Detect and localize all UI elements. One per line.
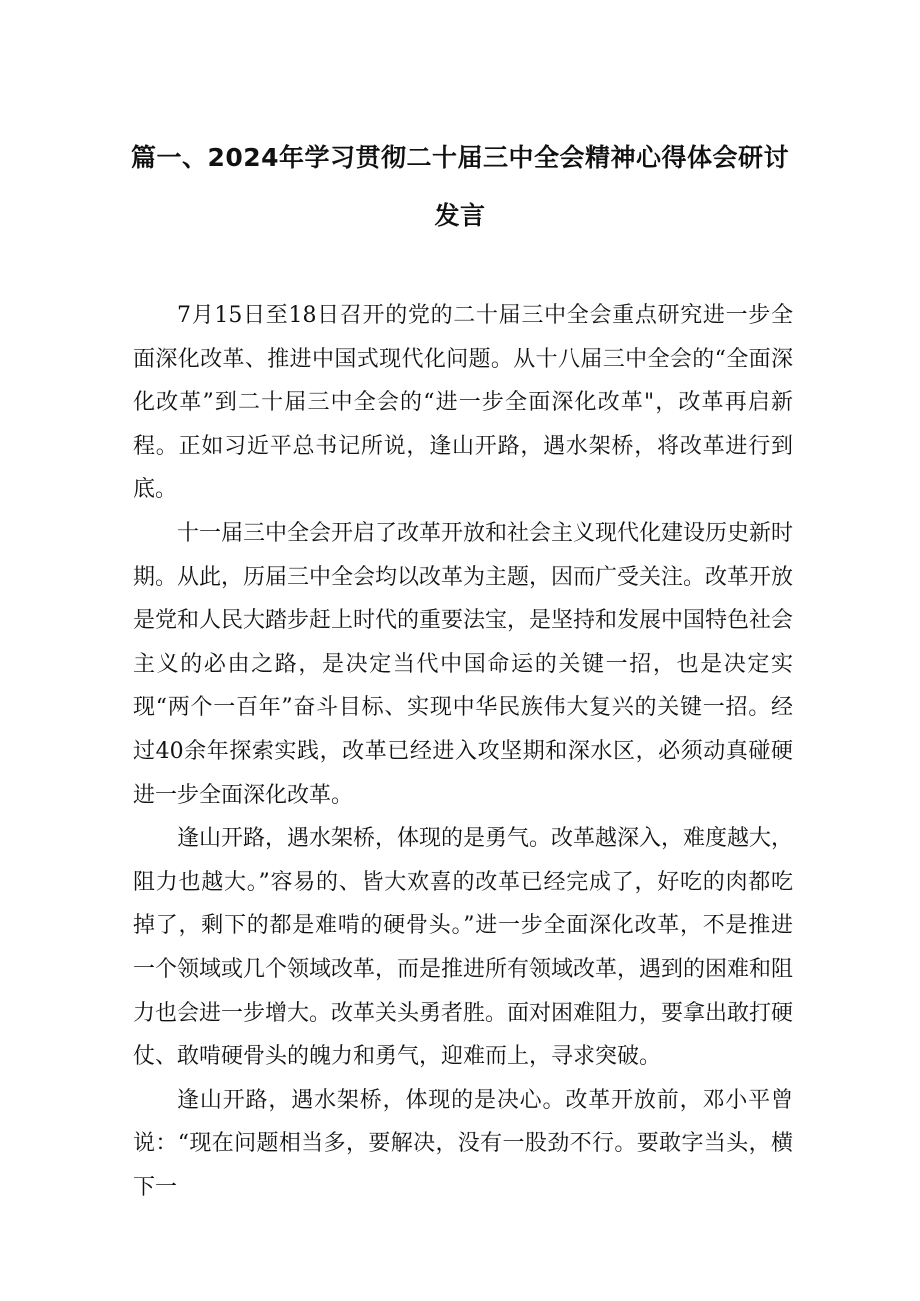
body-paragraph: 7月15日至18日召开的党的二十届三中全会重点研究进一步全面深化改革、推进中国式现代化问题。从十八届三中全会的“全面深化改革”到二十届三中全会的“进一步全面深化改革"，改革再启新程。正如习近平总书记所说，逢山开路，遇水架桥，将改革进行到底。 xyxy=(133,303,793,503)
document-title-line-2: 发言 xyxy=(434,201,486,230)
body-paragraph: 十一届三中全会开启了改革开放和社会主义现代化建设历史新时期。从此，历届三中全会均以改革为主题，因而广受关注。改革开放是党和人民大踏步赶上时代的重要法宝，是坚持和发展中国特色社会主义的必由之路，是决定当代中国命运的关键一招，也是决定实现“两个一百年”奋斗目标、实现中华民族伟大复兴的关键一招。经过40余年探索实践，改革已经进入攻坚期和深水区，必须动真碰硬进一步全面深化改革。 xyxy=(133,520,794,808)
body-paragraph: 逢山开路，遇水架桥，体现的是决心。改革开放前，邓小平曾说：“现在问题相当多，要解决，没有一股劲不行。要敢字当头，横下一 xyxy=(133,1087,793,1200)
document-body xyxy=(133,294,793,1209)
document-title-line-1: 篇一、2024年学习贯彻二十届三中全会精神心得体会研讨 xyxy=(130,143,790,172)
body-paragraph: 逢山开路，遇水架桥，体现的是勇气。改革越深入，难度越大，阻力也越大。”容易的、皆大欢喜的改革已经完成了，好吃的肉都吃掉了，剩下的都是难啃的硬骨头。”进一步全面深化改革，不是推进一个领域或几个领域改革，而是推进所有领域改革，遇到的困难和阻力也会进一步增大。改革关头勇者胜。面对困难阻力，要拿出敢打硬仗、敢啃硬骨头的魄力和勇气，迎难而上，寻求突破。 xyxy=(133,826,794,1070)
